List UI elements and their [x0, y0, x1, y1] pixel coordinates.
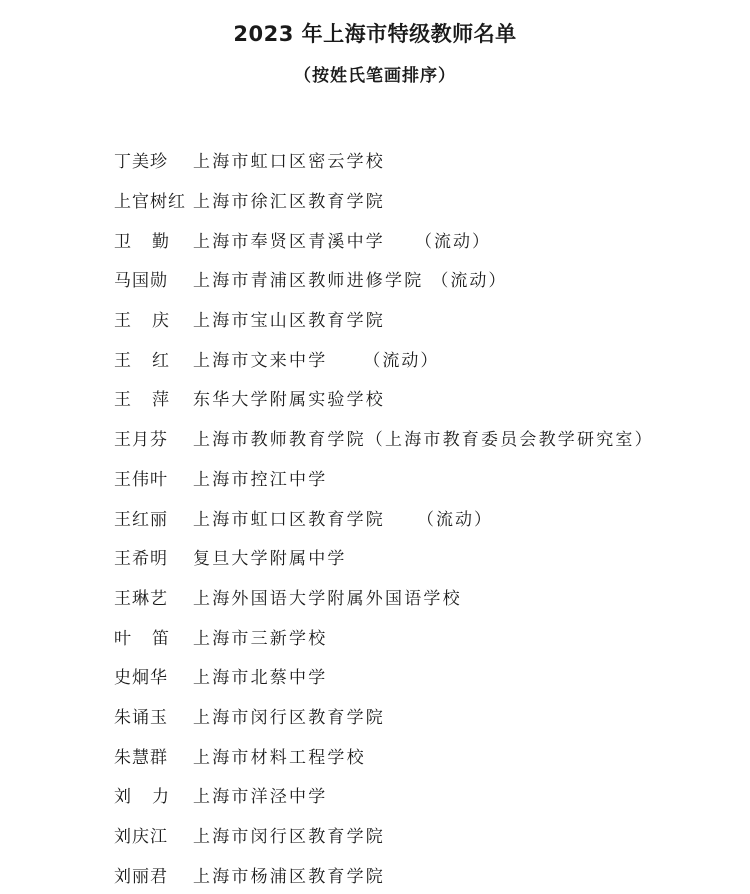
list-item	[114, 219, 734, 259]
teacher-name: 刘丽君	[114, 866, 168, 887]
list-item	[114, 656, 734, 696]
school-name: 上海市北蔡中学	[193, 668, 328, 689]
school-name: 上海市材料工程学校	[193, 747, 366, 768]
school-name: 上海市闵行区教育学院	[193, 707, 385, 728]
teacher-name: 王伟叶	[114, 469, 168, 490]
document-title: 2023 年上海市特级教师名单	[233, 22, 517, 46]
school-name: 上海市奉贤区青溪中学	[193, 231, 385, 252]
teacher-name: 朱诵玉	[114, 707, 168, 728]
list-item	[114, 180, 734, 220]
teacher-name: 王月芬	[114, 430, 168, 451]
list-item	[114, 577, 734, 617]
teacher-list	[114, 140, 734, 894]
teacher-name: 王琳艺	[114, 588, 168, 609]
teacher-name: 刘庆江	[114, 827, 168, 848]
list-item	[114, 259, 734, 299]
school-name: 上海市杨浦区教育学院	[193, 866, 385, 887]
mobility-note: （流动）	[415, 231, 491, 252]
mobility-note: （流动）	[431, 271, 508, 292]
mobility-note: （流动）	[417, 509, 493, 530]
teacher-name: 王希明	[114, 549, 168, 570]
list-item	[114, 140, 734, 180]
list-item	[114, 338, 734, 378]
list-item	[114, 696, 734, 736]
document-subtitle: （按姓氏笔画排序）	[294, 66, 456, 86]
teacher-name: 刘 力	[114, 787, 169, 808]
school-name: 上海市教师教育学院（上海市教育委员会教学研究室）	[193, 430, 654, 451]
list-item	[114, 854, 734, 894]
school-name: 上海市闵行区教育学院	[193, 827, 385, 848]
school-name: 上海市虹口区教育学院	[193, 509, 385, 530]
list-item	[114, 458, 734, 498]
teacher-name: 史炯华	[114, 668, 168, 689]
list-item	[114, 299, 734, 339]
list-item	[114, 418, 734, 458]
school-name: 上海市控江中学	[193, 469, 328, 490]
school-name: 上海市宝山区教育学院	[193, 311, 385, 332]
teacher-name: 上官树红	[114, 192, 186, 213]
school-name: 上海市青浦区教师进修学院	[193, 271, 424, 292]
list-item	[114, 815, 734, 855]
school-name: 上海市虹口区密云学校	[193, 152, 385, 173]
school-name: 上海市三新学校	[193, 628, 328, 649]
school-name: 复旦大学附属中学	[193, 549, 347, 570]
teacher-name: 王红丽	[114, 509, 168, 530]
list-item	[114, 775, 734, 815]
school-name: 上海市文来中学	[193, 350, 328, 371]
teacher-name: 叶 笛	[114, 628, 169, 649]
school-name: 东华大学附属实验学校	[193, 390, 385, 411]
school-name: 上海市徐汇区教育学院	[193, 192, 385, 213]
teacher-name: 王 红	[114, 350, 169, 371]
school-name: 上海外国语大学附属外国语学校	[193, 588, 462, 609]
list-item	[114, 616, 734, 656]
list-item	[114, 497, 734, 537]
list-item	[114, 537, 734, 577]
teacher-name: 朱慧群	[114, 747, 168, 768]
list-item	[114, 378, 734, 418]
teacher-name: 马国勋	[114, 271, 168, 292]
teacher-name: 王 萍	[114, 390, 169, 411]
mobility-note: （流动）	[363, 350, 440, 371]
teacher-name: 丁美珍	[114, 152, 168, 173]
teacher-name: 卫 勤	[114, 231, 169, 252]
school-name: 上海市洋泾中学	[193, 787, 328, 808]
list-item	[114, 735, 734, 775]
teacher-name: 王 庆	[114, 311, 169, 332]
